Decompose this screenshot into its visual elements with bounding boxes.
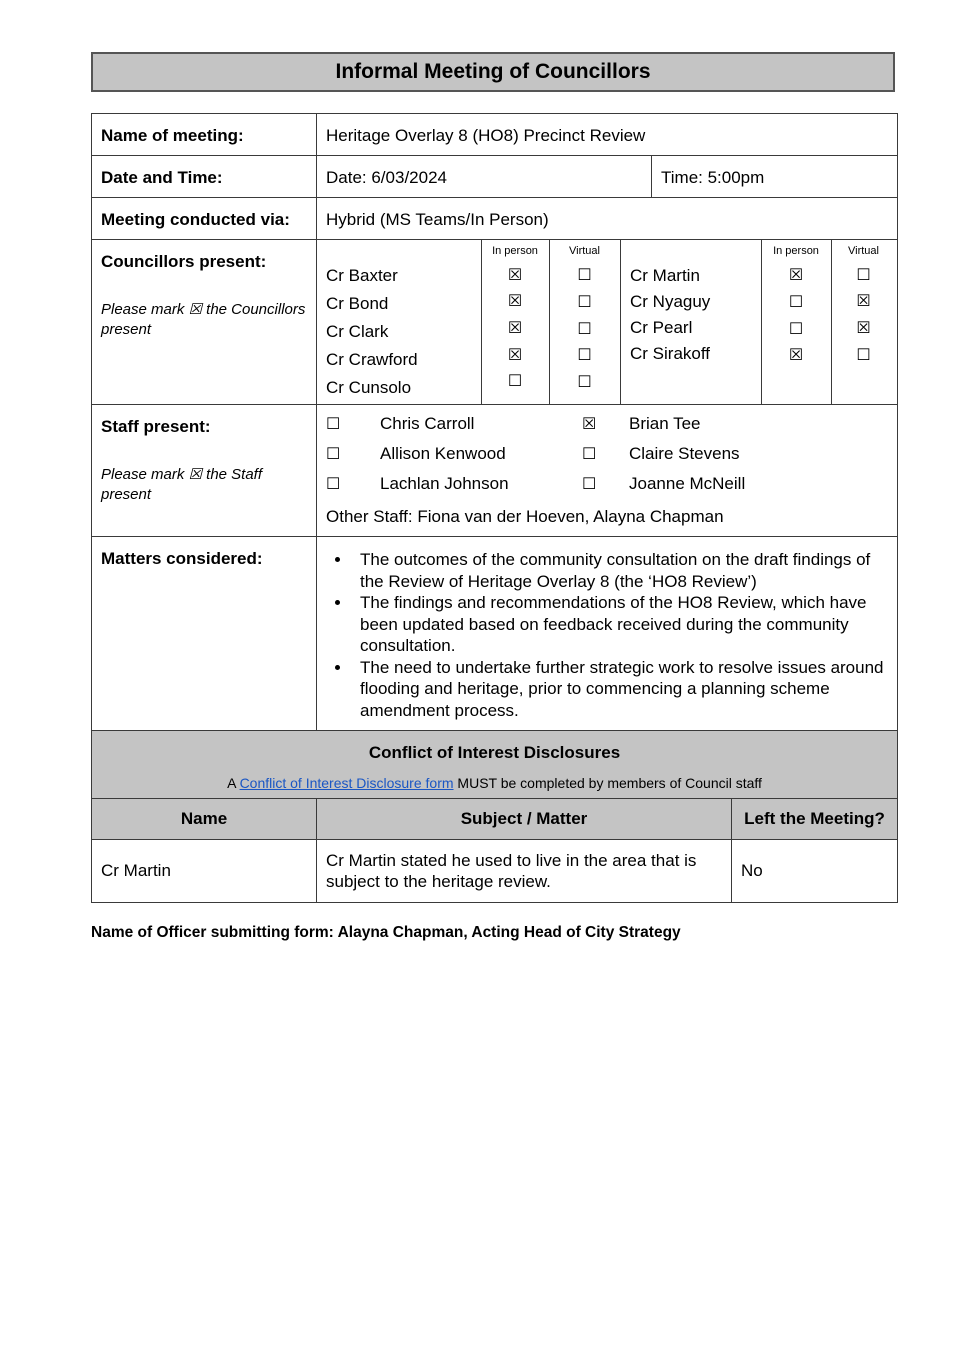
staff-name: Lachlan Johnson [380,474,509,493]
table-row [92,840,898,903]
staff-checkbox[interactable]: ☐ [582,476,597,493]
virtual-checkbox[interactable]: ☒ [856,293,871,310]
staff-name: Allison Kenwood [380,444,506,463]
coi-name: Cr Martin [92,840,317,903]
form-title: Informal Meeting of Councillors [91,52,895,92]
matters-considered-label: Matters considered: [92,537,317,731]
virtual-checkbox[interactable]: ☐ [856,267,871,284]
councillor-name: Cr Nyaguy [630,292,711,311]
coi-subject: Cr Martin stated he used to live in the area that is subject to the heritage review. [317,840,732,903]
staff-present-cell [92,405,317,537]
name-of-meeting-value: Heritage Overlay 8 (HO8) Precinct Review [317,114,898,156]
name-of-meeting-label: Name of meeting: [92,114,317,156]
coi-col-left: Left the Meeting? [732,799,898,840]
matters-item: • The findings and recommendations of the HO8 Review, which have been updated based on feedback received during the community consultation. [352,592,888,657]
councillor-name: Cr Crawford [326,350,418,369]
virtual-checkbox[interactable]: ☐ [577,374,592,391]
coi-header [92,731,898,799]
meeting-form-table [91,113,898,903]
in-person-checkbox[interactable]: ☒ [507,293,523,310]
staff-checkbox[interactable]: ☐ [326,446,341,463]
in-person-checkbox[interactable]: ☐ [507,373,523,390]
matters-item: • The need to undertake further strategic work to resolve issues around flooding and heritage, prior to commencing a planning scheme amendment process. [352,657,888,722]
councillor-name: Cr Clark [326,322,389,341]
councillor-name: Cr Martin [630,266,700,285]
staff-checkbox[interactable]: ☐ [582,446,597,463]
staff-grid [317,405,897,536]
virtual-checkbox[interactable]: ☐ [577,321,592,338]
coi-subtitle [92,775,897,791]
staff-grid-cell [317,405,898,537]
col-in-person-left: In person [492,245,538,257]
in-person-checkbox[interactable]: ☒ [507,267,523,284]
staff-name: Joanne McNeill [629,474,746,493]
coi-subtitle-prefix: A [227,775,240,791]
councillors-note: Please mark ☒ the Councillors present [101,301,306,338]
councillors-present-label: Councillors present: [101,252,267,271]
councillors-grid-cell [317,240,898,405]
staff-checkbox[interactable]: ☒ [582,416,597,433]
staff-checkbox[interactable]: ☐ [326,416,341,433]
matters-item: • The outcomes of the community consultation on the draft findings of the Review of Heritage Overlay 8 (the ‘HO8 Review’) [352,549,888,592]
staff-name: Brian Tee [629,414,701,433]
time-value: Time: 5:00pm [652,156,898,198]
conducted-via-value: Hybrid (MS Teams/In Person) [317,198,898,240]
other-staff: Other Staff: Fiona van der Hoeven, Alayna Chapman [326,507,724,526]
councillor-name: Cr Pearl [630,318,693,337]
coi-form-link[interactable]: Conflict of Interest Disclosure form [239,775,454,791]
staff-present-label: Staff present: [101,417,211,436]
staff-note: Please mark ☒ the Staff present [101,466,263,503]
date-value: Date: 6/03/2024 [317,156,652,198]
virtual-checkbox[interactable]: ☐ [856,347,871,364]
col-virtual-left: Virtual [569,245,600,257]
in-person-checkbox[interactable]: ☒ [507,320,523,337]
councillor-name: Cr Cunsolo [326,378,412,397]
in-person-checkbox[interactable]: ☒ [788,347,804,364]
in-person-checkbox[interactable]: ☒ [788,267,804,284]
virtual-checkbox[interactable]: ☐ [577,347,592,364]
virtual-checkbox[interactable]: ☐ [577,294,592,311]
staff-name: Chris Carroll [380,414,475,433]
staff-name: Claire Stevens [629,444,740,463]
conducted-via-label: Meeting conducted via: [92,198,317,240]
councillor-name: Cr Sirakoff [630,344,710,363]
in-person-checkbox[interactable]: ☒ [507,347,523,364]
councillors-grid [317,240,897,404]
councillor-name: Cr Baxter [326,266,398,285]
councillors-present-cell [92,240,317,405]
date-time-label: Date and Time: [92,156,317,198]
coi-title: Conflict of Interest Disclosures [368,743,621,762]
col-in-person-right: In person [773,245,819,257]
in-person-checkbox[interactable]: ☐ [788,294,804,311]
coi-subtitle-suffix: MUST be completed by members of Council staff [453,775,762,791]
matters-cell [317,537,898,731]
in-person-checkbox[interactable]: ☐ [788,321,804,338]
virtual-checkbox[interactable]: ☐ [577,267,592,284]
matters-list [326,549,888,721]
coi-col-subject: Subject / Matter [317,799,732,840]
councillor-name: Cr Bond [326,294,389,313]
staff-checkbox[interactable]: ☐ [326,476,341,493]
col-virtual-right: Virtual [848,245,879,257]
virtual-checkbox[interactable]: ☒ [856,320,871,337]
officer-footer: Name of Officer submitting form: Alayna Chapman, Acting Head of City Strategy [91,924,681,941]
coi-col-name: Name [92,799,317,840]
coi-left-meeting: No [732,840,898,903]
